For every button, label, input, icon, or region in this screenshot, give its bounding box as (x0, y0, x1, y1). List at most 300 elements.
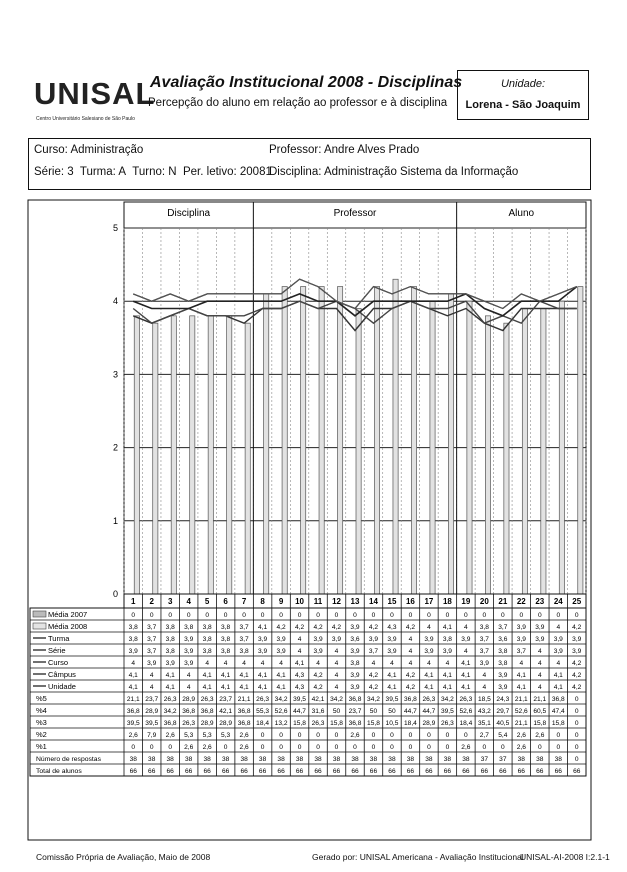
y-tick-label-4: 4 (112, 296, 118, 307)
table-cell: 36,8 (126, 708, 140, 715)
data-table (30, 594, 586, 776)
table-cell: 52,6 (274, 708, 288, 715)
table-cell: 21,1 (514, 720, 528, 727)
bar-media-2008-7 (245, 323, 250, 594)
table-cell: 4 (537, 684, 542, 691)
table-cell: 4,1 (387, 684, 397, 691)
table-cell: 3,8 (498, 660, 508, 667)
bar-media-2008-1 (134, 316, 139, 594)
table-cell: 4,1 (258, 672, 268, 679)
table-cell: 36,8 (163, 720, 177, 727)
legend-swatch-1 (33, 623, 46, 629)
table-cell: 4 (445, 660, 450, 667)
table-cell: 3,9 (572, 648, 582, 655)
table-cell: 3,8 (350, 660, 360, 667)
table-cell: 0 (574, 708, 579, 715)
table-cell: 3,9 (184, 636, 194, 643)
table-cell: 23,7 (145, 696, 159, 703)
table-cell: 0 (297, 612, 302, 619)
table-cell: 37 (480, 756, 489, 763)
table-cell: 4 (427, 660, 431, 667)
serie-label: Série: (34, 166, 65, 178)
table-cell: 4 (334, 648, 339, 655)
table-cell: 3,8 (221, 624, 231, 631)
bar-media-2008-10 (301, 287, 306, 594)
table-cell: 15,8 (551, 720, 565, 727)
table-cell: 0 (445, 744, 450, 751)
table-cell: 26,3 (440, 720, 454, 727)
bar-media-2008-2 (153, 323, 158, 594)
table-row-label: Média 2008 (48, 622, 88, 631)
table-cell: 0 (408, 732, 413, 739)
table-cell: 3,8 (239, 648, 249, 655)
table-cell: 38 (462, 756, 470, 763)
table-cell: 0 (556, 612, 561, 619)
bar-media-2008-24 (559, 301, 564, 594)
x-category-8: 8 (260, 597, 265, 606)
table-cell: 66 (295, 768, 304, 775)
unit-label: Unidade: (500, 78, 546, 90)
table-cell: 3,8 (442, 636, 452, 643)
y-tick-label-3: 3 (112, 369, 118, 380)
table-cell: 0 (427, 744, 431, 751)
table-cell: 4,1 (239, 672, 249, 679)
table-cell: 4 (297, 636, 302, 643)
footer-left: Comissão Própria de Avaliação, Maio de 2008 (36, 852, 211, 862)
table-cell: 66 (443, 768, 452, 775)
x-category-2: 2 (149, 597, 154, 606)
table-cell: 0 (537, 612, 542, 619)
table-cell: 3,9 (276, 648, 286, 655)
table-cell: 0 (149, 612, 154, 619)
table-cell: 4,2 (294, 624, 305, 631)
table-row-label: Curso (48, 658, 69, 667)
table-cell: 4 (223, 660, 228, 667)
x-category-17: 17 (424, 597, 434, 606)
table-cell: 3,9 (258, 636, 268, 643)
table-cell: 5,3 (202, 732, 212, 739)
bar-media-2008-23 (541, 309, 546, 594)
bar-media-2008-4 (190, 316, 195, 594)
table-cell: 4 (205, 660, 209, 667)
table-cell: 4,1 (461, 660, 471, 667)
table-cell: 0 (574, 720, 579, 727)
table-cell: 15,8 (293, 720, 306, 727)
table-cell: 0 (316, 612, 320, 619)
table-cell: 2,6 (350, 732, 360, 739)
bar-media-2008-22 (522, 309, 527, 594)
table-cell: 7,9 (147, 732, 157, 739)
table-cell: 42,1 (219, 708, 233, 715)
table-cell: 4,1 (221, 684, 231, 691)
table-cell: 4,1 (516, 684, 526, 691)
table-cell: 0 (556, 744, 561, 751)
table-cell: 2,6 (239, 744, 249, 751)
x-category-23: 23 (535, 597, 545, 606)
x-category-9: 9 (278, 597, 284, 606)
table-row-label: %3 (36, 718, 47, 727)
table-cell: 36,8 (551, 696, 565, 703)
table-cell: 4 (464, 648, 468, 655)
table-cell: 0 (223, 744, 228, 751)
table-cell: 3,8 (128, 636, 138, 643)
table-cell: 0 (445, 732, 450, 739)
table-cell: 36,8 (200, 708, 214, 715)
table-cell: 2,6 (184, 744, 194, 751)
table-cell: 52,6 (514, 708, 528, 715)
bar-media-2008-6 (227, 316, 232, 594)
table-cell: 4,1 (258, 684, 268, 691)
table-cell: 15,8 (330, 720, 343, 727)
table-cell: 4 (131, 660, 136, 667)
table-cell: 34,2 (440, 696, 454, 703)
table-cell: 4,1 (442, 684, 452, 691)
table-cell: 0 (574, 732, 579, 739)
x-category-11: 11 (313, 597, 323, 606)
table-cell: 4,1 (128, 684, 138, 691)
table-cell: 37 (499, 756, 507, 763)
table-cell: 4 (390, 660, 394, 667)
table-cell: 4 (556, 624, 561, 631)
section-label-professor: Professor (333, 208, 377, 219)
table-cell: 31,6 (311, 708, 325, 715)
table-row-label: %2 (36, 730, 47, 739)
table-cell: 28,9 (219, 720, 233, 727)
table-cell: 0 (353, 612, 357, 619)
table-cell: 4,1 (294, 660, 305, 667)
table-cell: 3,9 (442, 648, 452, 655)
serie-value: 3 (67, 166, 74, 178)
table-cell: 40,5 (496, 720, 510, 727)
table-cell: 4,1 (276, 672, 286, 679)
table-cell: 3,7 (479, 648, 489, 655)
table-cell: 38 (185, 756, 193, 763)
table-cell: 3,8 (184, 624, 194, 631)
table-cell: 4,1 (276, 684, 286, 691)
table-cell: 4 (482, 684, 487, 691)
table-cell: 0 (316, 732, 320, 739)
table-cell: 18,4 (256, 720, 270, 727)
table-cell: 42,1 (311, 696, 325, 703)
table-cell: 36,8 (182, 708, 196, 715)
table-cell: 3,9 (184, 648, 194, 655)
table-cell: 4,1 (516, 672, 526, 679)
table-cell: 3,9 (387, 648, 397, 655)
table-cell: 66 (185, 768, 193, 775)
table-cell: 0 (316, 744, 320, 751)
table-cell: 36,8 (237, 708, 251, 715)
table-cell: 3,9 (461, 636, 471, 643)
table-cell: 0 (168, 744, 173, 751)
table-cell: 4,3 (387, 624, 397, 631)
legend-swatch-0 (33, 611, 46, 617)
table-cell: 66 (554, 768, 562, 775)
x-category-3: 3 (167, 597, 173, 606)
table-cell: 3,7 (368, 648, 379, 655)
table-cell: 18,4 (459, 720, 473, 727)
table-cell: 21,1 (533, 696, 547, 703)
table-cell: 3,7 (239, 636, 249, 643)
table-cell: 4,1 (202, 684, 212, 691)
table-cell: 0 (537, 744, 542, 751)
table-cell: 3,7 (479, 636, 489, 643)
table-cell: 3,9 (516, 624, 526, 631)
table-cell: 3,8 (128, 624, 138, 631)
table-cell: 3,7 (498, 624, 508, 631)
table-cell: 3,7 (147, 648, 157, 655)
professor-label: Professor: (269, 144, 322, 156)
table-cell: 3,9 (498, 684, 508, 691)
table-cell: 4,1 (165, 684, 175, 691)
table-cell: 3,9 (535, 624, 545, 631)
table-cell: 4,2 (368, 672, 379, 679)
table-cell: 3,8 (498, 648, 508, 655)
table-cell: 23,7 (348, 708, 362, 715)
table-cell: 24,3 (496, 696, 510, 703)
table-cell: 4 (556, 660, 561, 667)
table-cell: 4,3 (294, 684, 305, 691)
section-label-disciplina: Disciplina (167, 208, 211, 219)
table-row-label: Turma (48, 634, 70, 643)
table-cell: 38 (406, 756, 415, 763)
table-cell: 36,8 (404, 696, 417, 703)
logo-text: UNISAL (34, 76, 156, 111)
table-cell: 0 (482, 612, 487, 619)
table-cell: 3,8 (202, 648, 212, 655)
table-cell: 4,2 (572, 672, 582, 679)
table-cell: 66 (148, 768, 156, 775)
table-cell: 0 (297, 744, 302, 751)
table-cell: 44,7 (293, 708, 306, 715)
table-cell: 26,3 (311, 720, 325, 727)
table-cell: 38 (351, 756, 359, 763)
bar-media-2008-18 (448, 294, 453, 594)
bar-media-2008-11 (319, 287, 324, 594)
table-cell: 36,8 (348, 720, 362, 727)
table-cell: 38 (388, 756, 396, 763)
table-cell: 34,2 (274, 696, 288, 703)
table-cell: 38 (332, 756, 341, 763)
turno-label: Turno: (132, 166, 166, 178)
x-category-15: 15 (387, 597, 397, 606)
table-cell: 38 (443, 756, 452, 763)
table-cell: 4,2 (572, 684, 582, 691)
table-cell: 39,5 (126, 720, 140, 727)
table-row-label: Unidade (48, 682, 76, 691)
table-cell: 47,4 (551, 708, 565, 715)
table-row-label: %4 (36, 706, 47, 715)
table-cell: 4 (279, 660, 283, 667)
table-cell: 52,6 (459, 708, 473, 715)
table-cell: 66 (388, 768, 396, 775)
table-cell: 5,3 (184, 732, 194, 739)
table-cell: 0 (334, 744, 339, 751)
periodo-label: Per. letivo: (182, 166, 237, 178)
table-cell: 38 (240, 756, 248, 763)
table-cell: 4,1 (442, 672, 452, 679)
table-cell: 2,6 (516, 732, 526, 739)
table-cell: 39,5 (385, 696, 399, 703)
table-cell: 0 (131, 744, 136, 751)
table-cell: 3,9 (350, 648, 360, 655)
table-cell: 18,4 (404, 720, 417, 727)
table-cell: 3,9 (535, 636, 545, 643)
table-cell: 4,1 (128, 672, 138, 679)
table-cell: 0 (390, 744, 394, 751)
table-cell: 3,9 (350, 672, 360, 679)
y-tick-label-0: 0 (112, 589, 118, 599)
x-category-4: 4 (186, 597, 191, 606)
table-cell: 0 (279, 744, 283, 751)
table-cell: 4 (408, 660, 413, 667)
table-cell: 66 (129, 768, 137, 775)
table-cell: 38 (148, 756, 156, 763)
table-cell: 5,3 (221, 732, 231, 739)
table-cell: 3,9 (553, 636, 563, 643)
turno-value: N (168, 166, 177, 178)
x-category-24: 24 (553, 597, 563, 606)
table-cell: 3,9 (498, 672, 508, 679)
table-cell: 3,9 (276, 636, 286, 643)
table-cell: 3,8 (221, 648, 231, 655)
table-cell: 36,8 (237, 720, 251, 727)
table-cell: 3,9 (553, 648, 563, 655)
table-cell: 4 (334, 660, 339, 667)
table-cell: 4,2 (331, 624, 342, 631)
bar-media-2008-15 (393, 279, 398, 594)
table-cell: 0 (464, 732, 468, 739)
table-cell: 2,6 (461, 744, 471, 751)
table-cell: 50 (332, 708, 341, 715)
table-cell: 2,6 (165, 732, 175, 739)
table-cell: 39,5 (293, 696, 306, 703)
table-cell: 4,1 (461, 684, 471, 691)
table-cell: 4 (519, 660, 524, 667)
chart-lines (133, 279, 577, 330)
table-cell: 36,8 (348, 696, 362, 703)
table-cell: 3,9 (424, 636, 434, 643)
table-cell: 4,1 (424, 684, 434, 691)
x-category-5: 5 (204, 597, 210, 606)
y-tick-label-5: 5 (112, 223, 118, 233)
table-cell: 29,7 (496, 708, 510, 715)
x-category-25: 25 (572, 597, 582, 606)
table-cell: 3,9 (572, 636, 582, 643)
page-subtitle: Percepção do aluno em relação ao professor e à disciplina (148, 97, 448, 109)
x-category-19: 19 (461, 597, 471, 606)
table-cell: 13,2 (274, 720, 288, 727)
table-cell: 3,9 (350, 624, 360, 631)
table-cell: 21,1 (126, 696, 140, 703)
table-cell: 66 (221, 768, 230, 775)
table-cell: 39,5 (440, 708, 454, 715)
table-cell: 66 (536, 768, 544, 775)
table-cell: 21,1 (237, 696, 251, 703)
table-cell: 0 (353, 744, 357, 751)
table-cell: 0 (501, 744, 505, 751)
table-cell: 4,2 (572, 624, 582, 631)
y-tick-label-1: 1 (112, 515, 118, 526)
table-cell: 66 (203, 768, 211, 775)
table-row-label: Média 2007 (48, 610, 88, 619)
x-category-13: 13 (350, 597, 360, 606)
table-cell: 66 (166, 768, 174, 775)
table-cell: 44,7 (422, 708, 436, 715)
disciplina-value: Administração Sistema da Informação (323, 166, 519, 178)
table-cell: 3,8 (479, 624, 489, 631)
table-cell: 38 (258, 756, 267, 763)
table-cell: 0 (574, 696, 579, 703)
table-cell: 15,8 (367, 720, 380, 727)
table-cell: 26,3 (182, 720, 196, 727)
table-cell: 4,1 (202, 672, 212, 679)
table-cell: 28,9 (200, 720, 214, 727)
table-cell: 4,3 (294, 672, 305, 679)
table-cell: 0 (574, 612, 579, 619)
table-cell: 3,8 (165, 636, 175, 643)
table-cell: 4,1 (387, 672, 397, 679)
table-cell: 3,9 (479, 660, 489, 667)
table-cell: 3,6 (498, 636, 508, 643)
table-cell: 0 (445, 612, 450, 619)
table-cell: 66 (332, 768, 341, 775)
table-cell: 4,1 (424, 672, 434, 679)
table-cell: 4 (464, 624, 468, 631)
y-axis (113, 223, 118, 599)
table-cell: 0 (482, 744, 487, 751)
table-cell: 3,7 (516, 648, 526, 655)
table-cell: 44,7 (404, 708, 417, 715)
table-cell: 0 (260, 612, 265, 619)
table-cell: 39,5 (145, 720, 159, 727)
table-cell: 4,2 (405, 684, 416, 691)
table-cell: 2,6 (239, 732, 249, 739)
x-category-7: 7 (241, 597, 247, 606)
table-cell: 66 (369, 768, 378, 775)
table-cell: 2,6 (535, 732, 545, 739)
table-cell: 3,8 (202, 636, 212, 643)
unit-value: Lorena - São Joaquim (465, 99, 581, 111)
table-cell: 66 (406, 768, 415, 775)
table-cell: 28,9 (422, 720, 436, 727)
bar-media-2008-17 (430, 301, 435, 594)
table-cell: 0 (186, 612, 191, 619)
table-cell: 4,2 (313, 672, 323, 679)
table-cell: 0 (242, 612, 246, 619)
table-cell: 4,2 (368, 684, 379, 691)
table-cell: 66 (499, 768, 507, 775)
table-cell: 3,6 (350, 636, 360, 643)
table-cell: 26,3 (422, 696, 436, 703)
table-row-label: %5 (36, 694, 47, 703)
table-cell: 4,2 (572, 660, 582, 667)
table-cell: 2,7 (479, 732, 489, 739)
table-cell: 38 (517, 756, 525, 763)
bar-media-2008-21 (504, 323, 509, 594)
bar-media-2008-14 (374, 287, 379, 594)
table-cell: 4,2 (368, 624, 379, 631)
table-cell: 18,5 (477, 696, 491, 703)
table-cell: 0 (408, 612, 413, 619)
page-title: Avaliação Institucional 2008 - Disciplinas (150, 74, 463, 91)
table-cell: 66 (351, 768, 359, 775)
table-cell: 38 (129, 756, 137, 763)
table-cell: 35,1 (477, 720, 491, 727)
table-cell: 38 (554, 756, 562, 763)
table-cell: 0 (279, 732, 283, 739)
table-cell: 0 (334, 732, 339, 739)
table-cell: 0 (334, 612, 339, 619)
